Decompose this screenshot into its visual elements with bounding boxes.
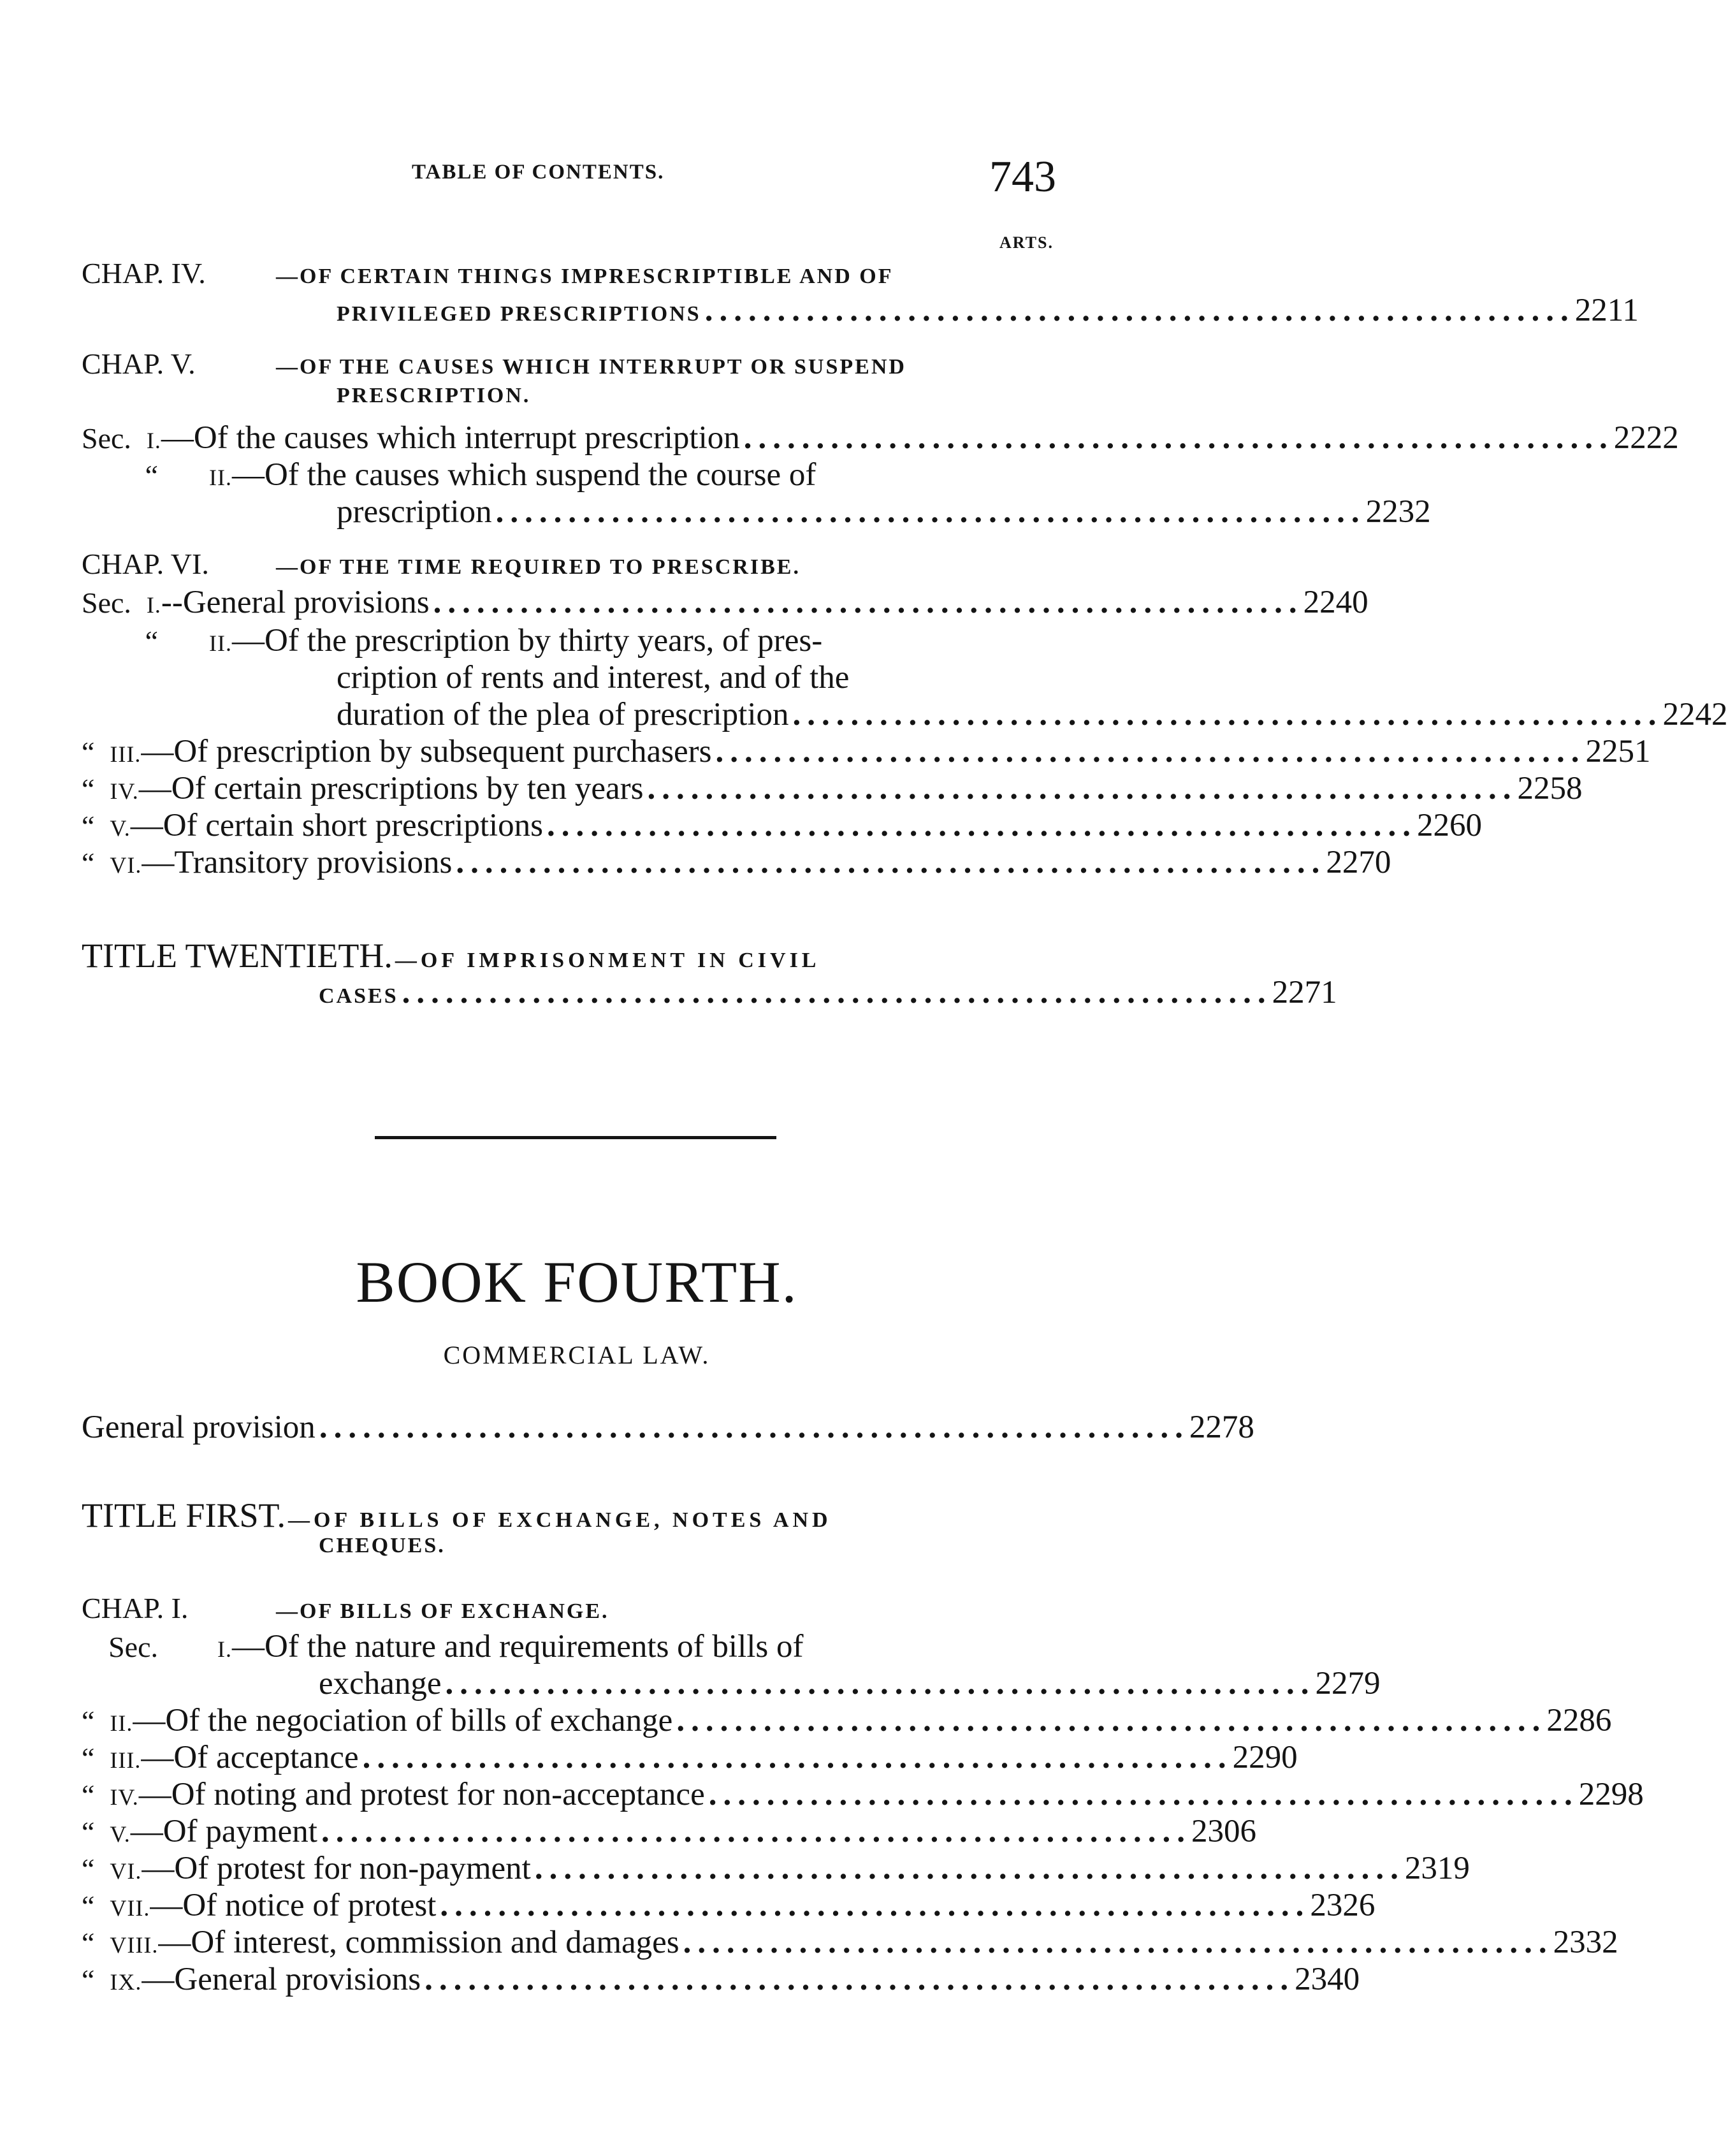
section-title: —Of prescription by subsequent purchasers: [141, 734, 712, 769]
toc-section: [82, 1813, 1256, 1851]
dot-leader: ............................................................: [708, 1777, 1579, 1812]
toc-section: [82, 1850, 1470, 1888]
section-roman: II.: [209, 465, 232, 490]
title-heading: —OF IMPRISONMENT IN CIVIL: [395, 949, 820, 972]
toc-section: [82, 1961, 1360, 1999]
section-mark: “: [82, 1963, 95, 1996]
article-number: 2298: [1578, 1777, 1644, 1812]
section-roman: V.: [110, 1821, 131, 1847]
section-title: —Of the causes which interrupt prescription: [161, 420, 740, 456]
section-roman: VI.: [110, 852, 142, 878]
section-title: —Of notice of protest: [150, 1888, 437, 1923]
section-title-cont: exchange: [319, 1666, 442, 1701]
toc-section-cont: [337, 696, 1728, 734]
section-mark: “: [145, 459, 158, 492]
chapter-title: —OF CERTAIN THINGS IMPRESCRIPTIBLE AND OF: [276, 265, 894, 288]
chapter-title-cont: PRESCRIPTION.: [337, 384, 531, 407]
toc-section: [82, 1776, 1644, 1814]
title-heading-cont: CHEQUES.: [319, 1534, 446, 1557]
section-roman: II.: [110, 1710, 133, 1736]
section-mark: “: [82, 847, 95, 879]
toc-section: [82, 584, 1369, 622]
section-mark: “: [82, 1927, 95, 1959]
toc-section: [82, 733, 1651, 771]
dot-leader: ............................................................: [440, 1888, 1311, 1923]
section-roman: III.: [110, 1747, 142, 1773]
column-label-arts: ARTS.: [999, 233, 1054, 252]
section-roman: IV.: [110, 1784, 139, 1810]
article-number: 2240: [1303, 585, 1369, 620]
section-title: —Of certain prescriptions by ten years: [138, 771, 644, 806]
section-roman: VIII.: [110, 1932, 159, 1958]
section-title: —Of payment: [130, 1814, 317, 1849]
toc-section: [82, 844, 1391, 882]
article-number: 2290: [1232, 1740, 1298, 1775]
article-number: 2326: [1310, 1888, 1376, 1923]
section-roman: I.: [146, 592, 161, 618]
section-mark: “: [82, 1816, 95, 1848]
section-roman: V.: [110, 815, 131, 841]
section-mark: “: [82, 773, 95, 805]
section-title: —Of noting and protest for non-acceptance: [138, 1777, 705, 1812]
chapter-label: CHAP. VI.: [82, 548, 209, 580]
section-title: —Of interest, commission and damages: [158, 1925, 679, 1960]
dot-leader: ............................................................: [792, 697, 1663, 732]
section-mark: “: [82, 810, 95, 842]
section-title: —Of acceptance: [141, 1740, 359, 1775]
dot-leader: ............................................................: [743, 420, 1614, 456]
section-roman: VI.: [110, 1858, 142, 1884]
book-subtitle: COMMERCIAL LAW.: [443, 1341, 711, 1369]
page-number: 743: [989, 152, 1056, 201]
toc-section: [82, 1887, 1376, 1925]
toc-section: [82, 1702, 1612, 1740]
toc-entry-title-first-cont: [319, 1534, 1072, 1572]
section-roman: VII.: [110, 1895, 150, 1921]
dot-leader: ............................................................: [319, 1409, 1189, 1445]
toc-entry-title-twentieth: [82, 936, 1072, 974]
article-number: 2270: [1326, 845, 1391, 880]
title-label: TITLE TWENTIETH.: [82, 936, 393, 975]
toc-section: [82, 622, 1072, 660]
toc-section-cont: [337, 493, 1431, 532]
section-roman: I.: [217, 1636, 232, 1662]
chapter-title: —OF THE TIME REQUIRED TO PRESCRIBE.: [276, 555, 801, 579]
section-mark: Sec.: [108, 1631, 158, 1663]
toc-section: [82, 770, 1583, 808]
toc-entry-title-twentieth-cont: [319, 974, 1337, 1012]
section-mark: Sec.: [82, 586, 131, 619]
article-number: 2319: [1404, 1851, 1470, 1886]
article-number: 2260: [1417, 808, 1483, 843]
section-title: —Of the nature and requirements of bills of: [232, 1629, 804, 1664]
section-roman: I.: [146, 428, 161, 453]
section-title: —Transitory provisions: [142, 845, 453, 880]
article-number: 2258: [1517, 771, 1583, 806]
dot-leader: ............................................................: [495, 494, 1366, 530]
section-title: —Of the prescription by thirty years, of pres-: [232, 623, 823, 659]
section-roman: IX.: [110, 1969, 142, 1995]
article-number: 2306: [1191, 1814, 1256, 1849]
section-title-cont: duration of the plea of prescription: [337, 697, 789, 732]
book-title: BOOK FOURTH.: [356, 1249, 798, 1315]
section-mark: “: [82, 1890, 95, 1922]
toc-section-cont: [337, 659, 1072, 697]
chapter-label: CHAP. V.: [82, 347, 196, 380]
toc-entry-chap-v-cont: [337, 384, 1072, 422]
toc-section: [82, 1628, 1072, 1666]
dot-leader: ............................................................: [647, 771, 1518, 806]
running-title: TABLE OF CONTENTS.: [412, 161, 665, 184]
title-heading-cont: CASES: [319, 984, 398, 1008]
section-mark: “: [82, 1742, 95, 1774]
article-number: 2271: [1272, 975, 1337, 1010]
toc-section: [82, 807, 1483, 845]
dot-leader: ............................................................: [321, 1814, 1191, 1849]
toc-entry-chap-vi: [82, 547, 1072, 585]
chapter-title: —OF THE CAUSES WHICH INTERRUPT OR SUSPEND: [276, 355, 906, 379]
section-title-cont: prescription: [337, 494, 492, 530]
toc-section: [82, 419, 1679, 458]
section-roman: IV.: [110, 778, 139, 804]
article-number: 2286: [1546, 1703, 1612, 1738]
entry-title: General provision: [82, 1409, 316, 1445]
section-mark: “: [145, 625, 158, 657]
dot-leader: ............................................................: [547, 808, 1418, 843]
toc-entry-chap-i: [82, 1591, 1072, 1629]
article-number: 2340: [1295, 1962, 1360, 1997]
chapter-title: —OF BILLS OF EXCHANGE.: [276, 1599, 609, 1623]
article-number: 2251: [1585, 734, 1651, 769]
section-title: —Of the negociation of bills of exchange: [133, 1703, 673, 1738]
article-number: 2211: [1574, 293, 1639, 328]
dot-leader: ............................................................: [402, 975, 1272, 1010]
toc-section-cont: [319, 1665, 1381, 1703]
section-title: —General provisions: [142, 1962, 421, 1997]
article-number: 2332: [1553, 1925, 1618, 1960]
toc-section: [82, 1739, 1298, 1777]
section-mark: “: [82, 1779, 95, 1811]
article-number: 2278: [1189, 1409, 1254, 1445]
article-number: 2232: [1365, 494, 1431, 530]
section-title-cont: cription of rents and interest, and of the: [337, 660, 850, 696]
section-mark: “: [82, 1853, 95, 1885]
dot-leader: ............................................................: [676, 1703, 1547, 1738]
chapter-label: CHAP. IV.: [82, 257, 206, 289]
toc-entry-chap-iv: [82, 256, 1072, 295]
title-label: TITLE FIRST.: [82, 1496, 286, 1534]
article-number: 2279: [1315, 1666, 1381, 1701]
section-title: —Of certain short prescriptions: [130, 808, 544, 843]
section-roman: III.: [110, 741, 142, 767]
section-roman: II.: [209, 630, 232, 656]
dot-leader: ............................................................: [456, 845, 1326, 880]
article-number: 2222: [1613, 420, 1679, 456]
section-mark: “: [82, 1705, 95, 1737]
chapter-title-cont: PRIVILEGED PRESCRIPTIONS: [337, 302, 701, 326]
title-heading: —OF BILLS OF EXCHANGE, NOTES AND: [287, 1508, 832, 1532]
toc-entry-chap-v: [82, 347, 1072, 385]
toc-entry-chap-iv-cont: [337, 292, 1639, 330]
toc-section: [82, 1924, 1618, 1962]
section-divider-rule: [375, 1136, 776, 1139]
section-title: —Of the causes which suspend the course of: [232, 457, 817, 493]
dot-leader: ............................................................: [534, 1851, 1405, 1886]
dot-leader: ............................................................: [425, 1962, 1295, 1997]
dot-leader: ............................................................: [433, 585, 1303, 620]
toc-section: [82, 456, 1072, 495]
section-title: --General provisions: [161, 585, 430, 620]
section-mark: “: [82, 736, 95, 768]
section-mark: Sec.: [82, 422, 131, 455]
chapter-label: CHAP. I.: [82, 1592, 189, 1624]
dot-leader: ............................................................: [362, 1740, 1233, 1775]
toc-entry-title-first: [82, 1496, 1072, 1534]
dot-leader: ............................................................: [715, 734, 1586, 769]
toc-entry-general-provision: [82, 1409, 1254, 1447]
section-title: —Of protest for non-payment: [142, 1851, 531, 1886]
dot-leader: ............................................................: [445, 1666, 1316, 1701]
dot-leader: ............................................................: [683, 1925, 1553, 1960]
article-number: 2242: [1662, 697, 1728, 732]
dot-leader: ............................................................: [704, 293, 1575, 328]
